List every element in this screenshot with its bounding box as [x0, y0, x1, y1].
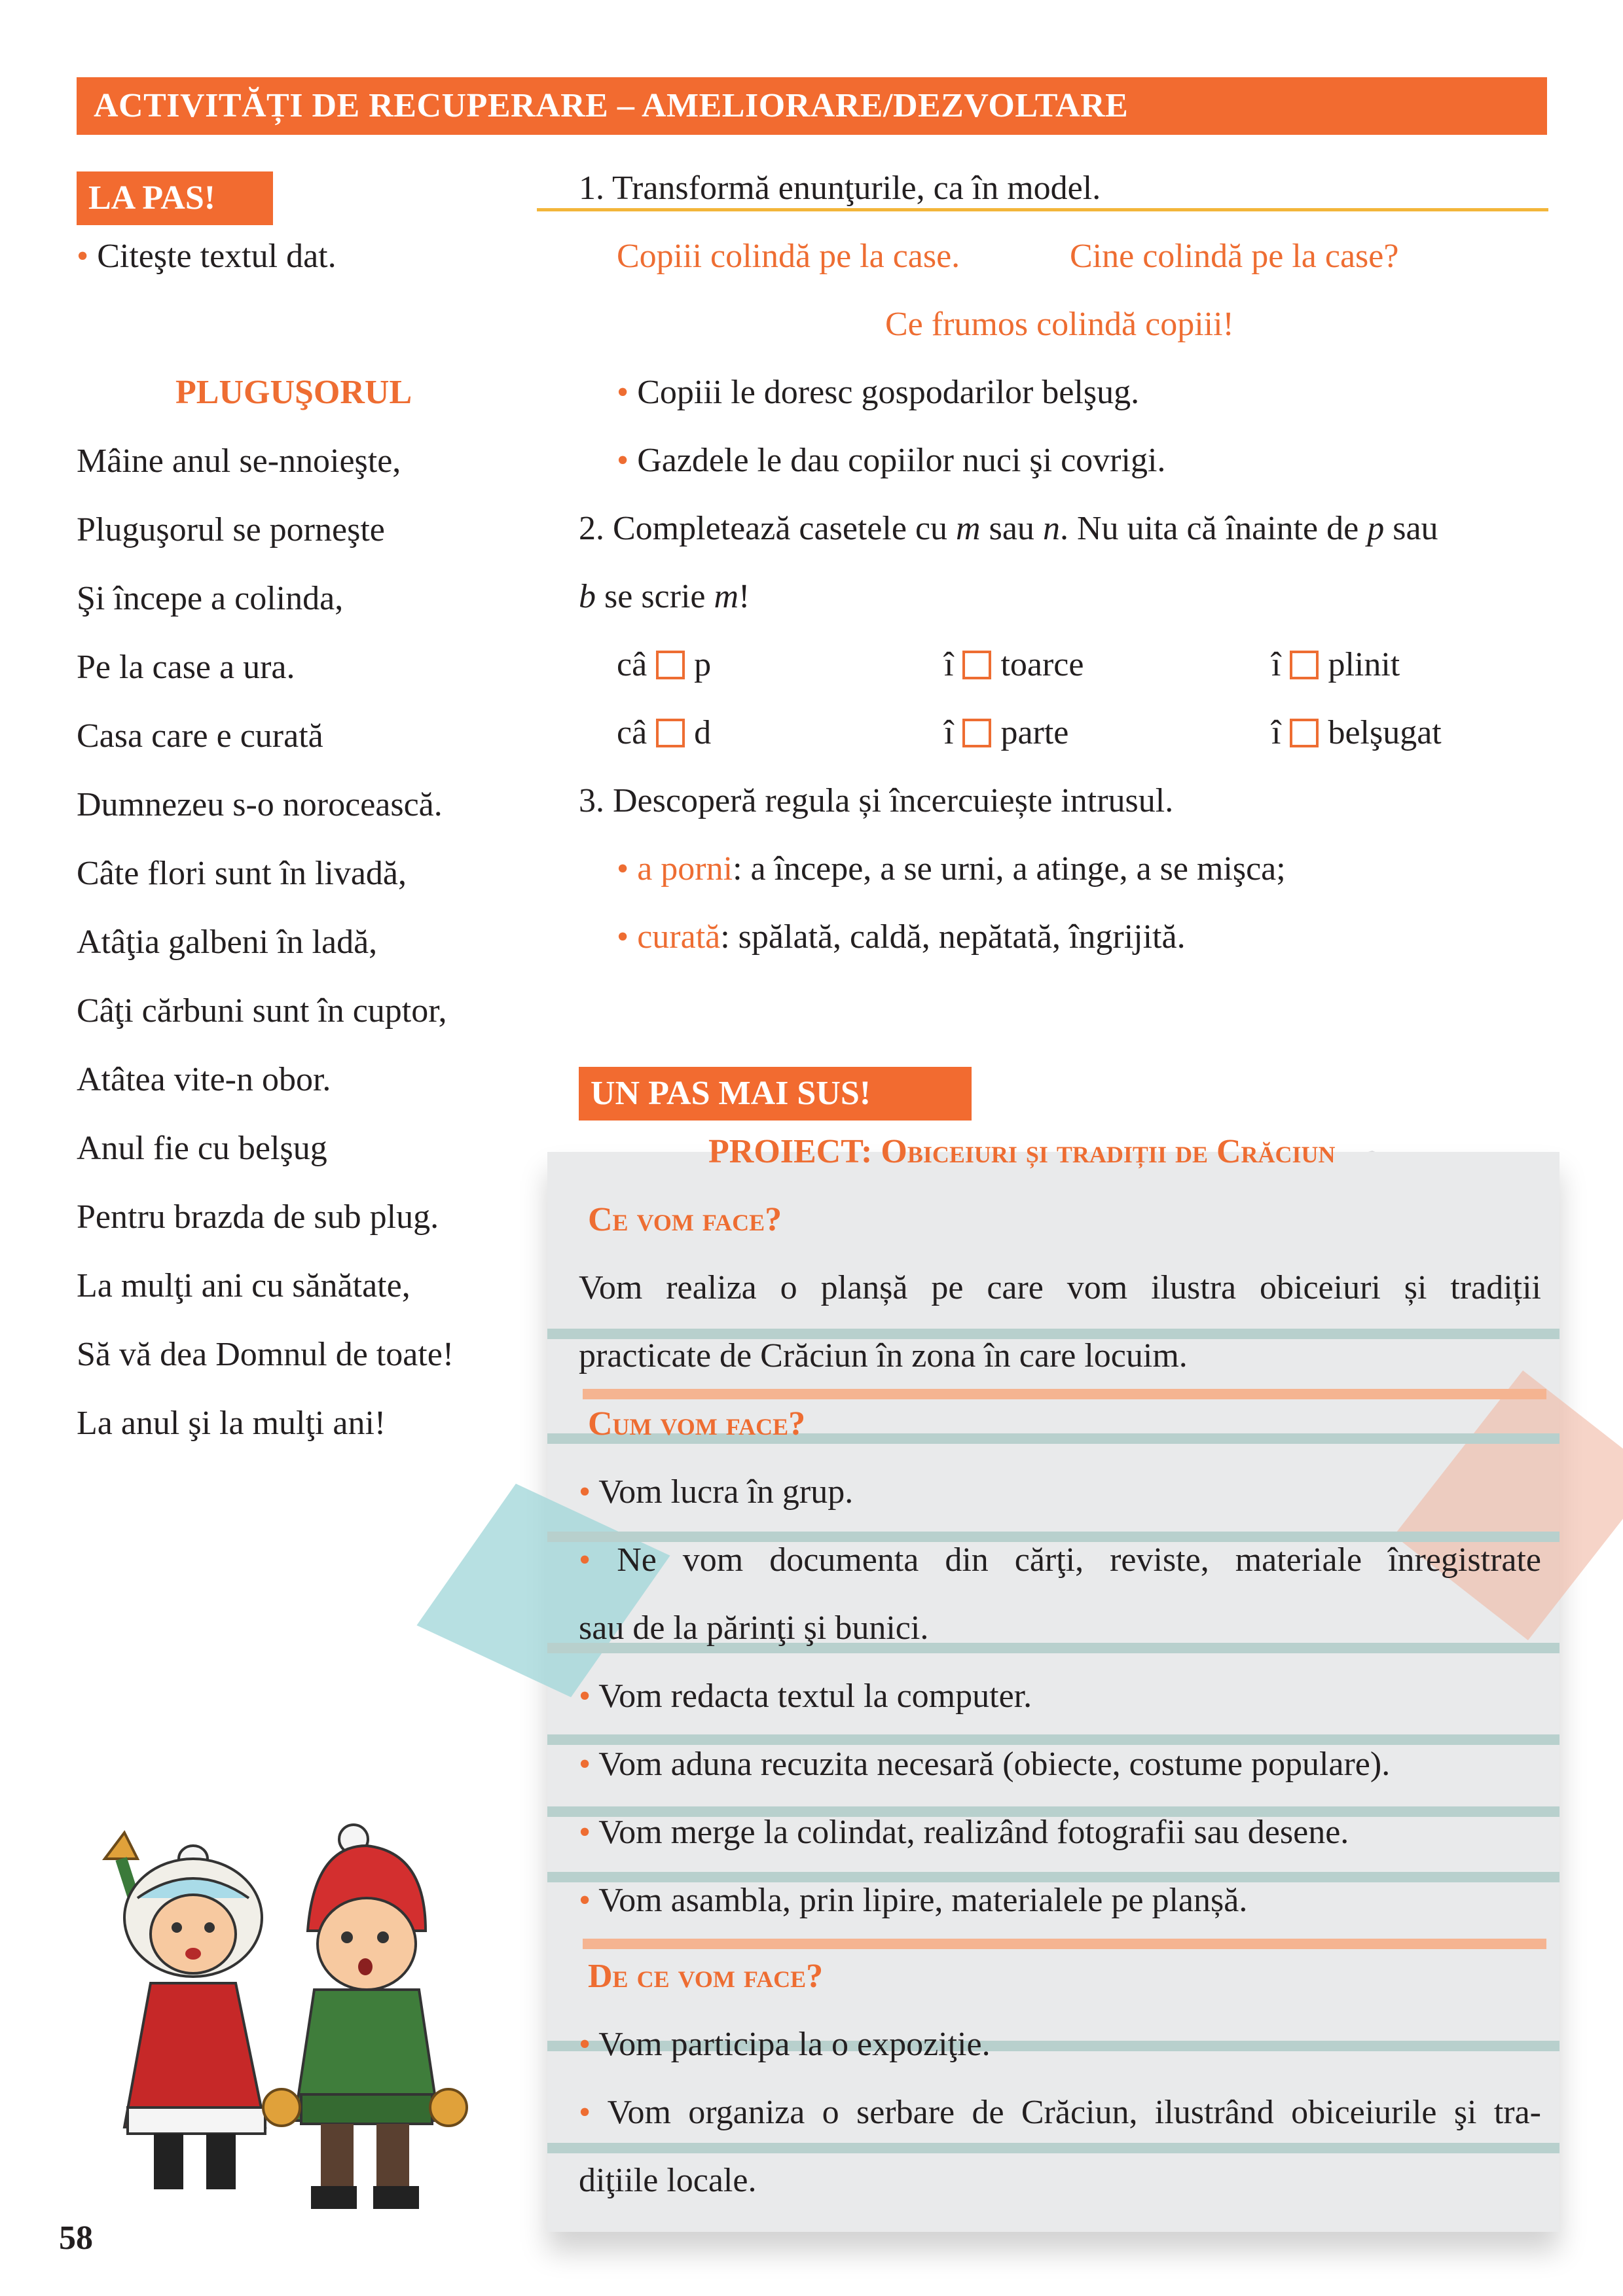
exercise-2-instruction: 2. Completează casetele cu m sau n. Nu uita că înainte de p sau	[579, 510, 1438, 547]
project-title: PROIECT: Obiceiuri și tradiții de Crăciun	[708, 1133, 1336, 1170]
boy-caroler-icon	[263, 1825, 467, 2209]
how-heading: Cum vom face?	[588, 1405, 806, 1443]
bullet-icon: •	[617, 374, 638, 411]
poem-line: Anul fie cu belşug	[77, 1130, 327, 1167]
exercise-1-item: • Copiii le doresc gospodarilor belşug.	[617, 374, 1140, 411]
how-item: • Vom lucra în grup.	[579, 1473, 854, 1511]
how-item: • Vom aduna recuzita necesară (obiecte, costume populare).	[579, 1746, 1391, 1783]
poem-line: Pentru brazda de sub plug.	[77, 1198, 439, 1236]
why-heading: De ce vom face?	[588, 1958, 824, 1995]
answer-box[interactable]	[1290, 651, 1319, 679]
poem-line: Mâine anul se-nnoieşte,	[77, 442, 401, 480]
model-sentence-1: Copiii colindă pe la case.	[617, 238, 960, 275]
page-number: 58	[59, 2219, 93, 2257]
answer-box[interactable]	[962, 651, 991, 679]
girl-caroler-icon	[105, 1833, 265, 2189]
poem-line: Casa care e curată	[77, 717, 323, 755]
poem-line: Câte flori sunt în livadă,	[77, 855, 407, 892]
section-banner: ACTIVITĂȚI DE RECUPERARE – AMELIORARE/DEZVOLTARE	[77, 77, 1547, 135]
model-sentence-2: Cine colindă pe la case?	[1070, 238, 1399, 275]
poem-line: La anul şi la mulţi ani!	[77, 1405, 386, 1442]
how-item: • Ne vom documenta din cărţi, reviste, materiale înregistrate	[579, 1541, 1541, 1579]
exercise-3-title: 3. Descoperă regula și încercuiește intrusul.	[579, 782, 1174, 819]
poem-line: Dumnezeu s-o norocească.	[77, 786, 443, 823]
reading-instruction	[77, 223, 337, 291]
fill-word: î toarce	[944, 646, 1084, 683]
why-item: • Vom participa la o expoziţie.	[579, 2026, 991, 2063]
fill-word: î plinit	[1271, 646, 1400, 683]
exercise-3-item: • curată: spălată, caldă, nepătată, îngrijită.	[617, 918, 1186, 956]
poem-line: La mulţi ani cu sănătate,	[77, 1267, 410, 1304]
bullet-icon: •	[77, 238, 98, 275]
poem-line: Atâtea vite-n obor.	[77, 1061, 331, 1098]
poem-line: Pluguşorul se porneşte	[77, 511, 385, 548]
how-item: • Vom merge la colindat, realizând fotografii sau desene.	[579, 1814, 1349, 1851]
bullet-icon: •	[617, 442, 638, 479]
poem-line: Câţi cărbuni sunt în cuptor,	[77, 992, 447, 1030]
how-item: • Vom redacta textul la computer.	[579, 1677, 1032, 1715]
answer-box[interactable]	[1290, 719, 1319, 747]
answer-box[interactable]	[962, 719, 991, 747]
fill-word: câ d	[617, 714, 712, 751]
exercise-1-title: 1. Transformă enunţurile, ca în model.	[579, 170, 1101, 207]
why-item-cont: diţiile locale.	[579, 2162, 757, 2199]
poem-title: PLUGUŞORUL	[175, 374, 412, 411]
what-heading: Ce vom face?	[588, 1201, 782, 1238]
fill-word: câ p	[617, 646, 712, 683]
answer-box[interactable]	[656, 651, 685, 679]
how-item-cont: sau de la părinţi şi bunici.	[579, 1609, 929, 1647]
exercise-1-underline	[537, 208, 1548, 211]
poem-line: Să vă dea Domnul de toate!	[77, 1336, 454, 1373]
answer-box[interactable]	[656, 719, 685, 747]
la-pas-tag: LA PAS!	[77, 171, 273, 225]
exercise-2-instruction-cont: b se scrie m!	[579, 578, 750, 615]
how-item: • Vom asambla, prin lipire, materialele pe planșă.	[579, 1882, 1248, 1919]
poem-line: Atâţia galbeni în ladă,	[77, 924, 378, 961]
exercise-1-item: • Gazdele le dau copiilor nuci şi covrigi.	[617, 442, 1166, 479]
fill-word: î belşugat	[1271, 714, 1442, 751]
poem	[77, 427, 454, 1458]
why-item: • Vom organiza o serbare de Crăciun, ilustrând obiceiurile şi tra-	[579, 2094, 1541, 2131]
carolers-illustration	[79, 1820, 530, 2219]
poem-line: Şi începe a colinda,	[77, 580, 344, 617]
what-text-line: practicate de Crăciun în zona în care locuim.	[579, 1337, 1188, 1374]
model-sentence-3: Ce frumos colindă copiii!	[885, 306, 1234, 343]
poem-line: Pe la case a ura.	[77, 649, 295, 686]
exercise-3-item: • a porni: a începe, a se urni, a atinge, a se mişca;	[617, 850, 1286, 888]
instruction-text: Citeşte textul dat.	[97, 238, 337, 275]
what-text-line: Vom realiza o planșă pe care vom ilustra obiceiuri și tradiții	[579, 1269, 1541, 1306]
fill-word: î parte	[944, 714, 1069, 751]
un-pas-mai-sus-tag: UN PAS MAI SUS!	[579, 1067, 972, 1121]
